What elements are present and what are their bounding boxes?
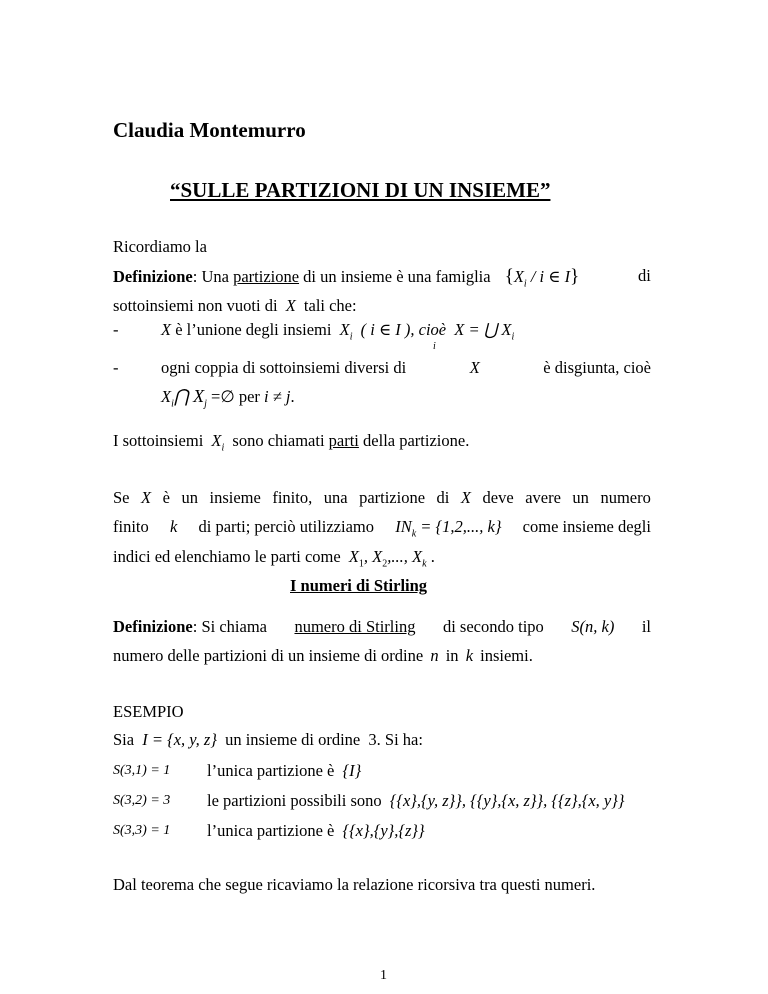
math-expr: / i ∈ I (526, 267, 571, 286)
finite-line-1: Se X è un insieme finito, una partizione di X deve avere un numero (113, 488, 651, 507)
line-text: finito (113, 517, 149, 536)
line-text: sottoinsiemi non vuoti di (113, 296, 278, 315)
item-text-2: ( i ∈ I ), cioè (360, 320, 447, 339)
definition-1-line-1 (113, 266, 651, 289)
line-text: Sia (113, 730, 135, 749)
example-row-3 (207, 821, 425, 841)
term-partizione: partizione (233, 267, 300, 286)
math-sub: i (221, 442, 225, 454)
sentence-text-3: della partizione. (363, 431, 470, 450)
row-text: le partizioni possibili sono (207, 791, 382, 810)
row-set: {{x},{y, z}}, {{y},{x, z}}, {{z},{x, y}} (389, 791, 625, 810)
item-text-2: è disgiunta, cioè (543, 358, 651, 377)
page-number: 1 (380, 968, 387, 983)
math-expr: , X (363, 547, 383, 566)
list-dash-2: - (113, 358, 119, 377)
line-text: numero delle partizioni di un insieme di ordine (113, 646, 424, 665)
line-text-2: un insieme di ordine (225, 730, 361, 749)
math-var: X (285, 296, 296, 315)
definition-2-line-2 (113, 646, 533, 666)
finite-line-3 (113, 547, 435, 569)
math-sub-2: i (511, 331, 515, 343)
document-title (170, 178, 550, 203)
math-var: X (348, 547, 359, 566)
math-expr: I = {x, y, z} (142, 730, 217, 749)
math-sub: 1 (358, 558, 364, 570)
stirling-value-lhs: S(3,2) = 3 (113, 793, 171, 808)
brace-left: { (504, 266, 514, 287)
definition-label: Definizione (113, 267, 193, 286)
index-set (395, 517, 501, 539)
section-heading: I numeri di Stirling (290, 576, 428, 595)
union-expression: X = ⋃ X (454, 320, 512, 339)
line-text-2: di parti; perciò utilizziamo (198, 517, 374, 536)
math-sub: k (411, 528, 417, 540)
author-name: Claudia Montemurro (113, 118, 306, 142)
math-var: k (169, 517, 178, 536)
sentence-text: I sottoinsiemi (113, 431, 204, 450)
row-text: l’unica partizione è (207, 761, 335, 780)
stirling-value-lhs: S(3,1) = 1 (113, 763, 171, 778)
family-expression (504, 266, 580, 290)
math-sub-2: j (204, 398, 207, 410)
definition-1-line-2 (113, 296, 357, 316)
brace-right: } (570, 266, 580, 287)
item-text: ogni coppia di sottoinsiemi diversi di (161, 358, 407, 377)
term-parti: parti (328, 431, 359, 450)
definition-2-line-1 (113, 617, 651, 637)
sentence-text-2: sono chiamati (232, 431, 325, 450)
definition-text: : Si chiama (192, 617, 267, 636)
example-row-1 (207, 761, 361, 781)
math-var-2: IN (395, 517, 412, 536)
math-var-2: X (339, 320, 350, 339)
line-text-3: come insieme degli (522, 517, 651, 536)
item-text: è l’unione degli insiemi (175, 320, 332, 339)
example-row-2 (207, 791, 624, 811)
finite-line-2 (113, 517, 651, 539)
row-text: l’unica partizione è (207, 821, 335, 840)
stirling-value-lhs: S(3,3) = 1 (113, 823, 171, 838)
line-text-3: . Si ha: (376, 730, 423, 749)
math-var: X (513, 267, 524, 286)
intro-line: Ricordiamo la (113, 237, 207, 256)
empty-set-text: =∅ per (211, 387, 260, 406)
condition-expr: i ≠ j (264, 387, 291, 406)
list-item-2-line-2 (161, 386, 295, 409)
title-text: “SULLE PARTIZIONI DI UN INSIEME” (170, 178, 551, 202)
math-var: X (161, 387, 172, 406)
definition-text: : Una (192, 267, 234, 286)
math-sub: i (523, 278, 527, 290)
definition-text-2: di un insieme è una famiglia (299, 267, 491, 286)
math-sub-3: k (422, 558, 427, 570)
definition-text-2: di secondo tipo (442, 617, 544, 636)
parts-sentence (113, 431, 469, 453)
math-sub: i (349, 331, 353, 343)
line-text-2: tali che: (303, 296, 357, 315)
list-dash-1: - (113, 320, 119, 339)
intersection-expression: ⋂ X (173, 386, 205, 406)
union-index: i (433, 341, 436, 352)
math-var: n (430, 646, 439, 665)
line-text-2: in (445, 646, 459, 665)
math-var-2: k (465, 646, 474, 665)
line-text: indici ed elenchiamo le parti come (113, 547, 341, 566)
example-sia-line (113, 730, 423, 750)
term-stirling: numero di Stirling (294, 617, 416, 636)
definition-label: Definizione (113, 617, 193, 636)
definition-end: di (638, 266, 651, 285)
math-expr: S(n, k) (571, 617, 615, 636)
math-sub: i (171, 398, 174, 410)
math-expr: = {1,2,..., k} (420, 517, 502, 536)
math-var: X (161, 320, 172, 339)
math-num: 3 (368, 730, 377, 749)
row-set: {{x},{y},{z}} (342, 821, 425, 840)
math-var: X (469, 358, 480, 377)
math-expr-2: ,..., X (387, 547, 423, 566)
closing-sentence: Dal teorema che segue ricaviamo la relazione ricorsiva tra questi numeri. (113, 875, 596, 894)
list-item-1 (161, 320, 514, 342)
math-var: X (211, 431, 222, 450)
example-heading: ESEMPIO (113, 702, 184, 721)
period: . (426, 547, 435, 566)
period: . (290, 387, 295, 406)
line-text-3: insiemi. (480, 646, 533, 665)
definition-text-3: il (641, 617, 651, 636)
list-item-2-line-1 (161, 358, 651, 378)
row-set: {I} (342, 761, 362, 780)
math-sub-2: 2 (382, 558, 388, 570)
